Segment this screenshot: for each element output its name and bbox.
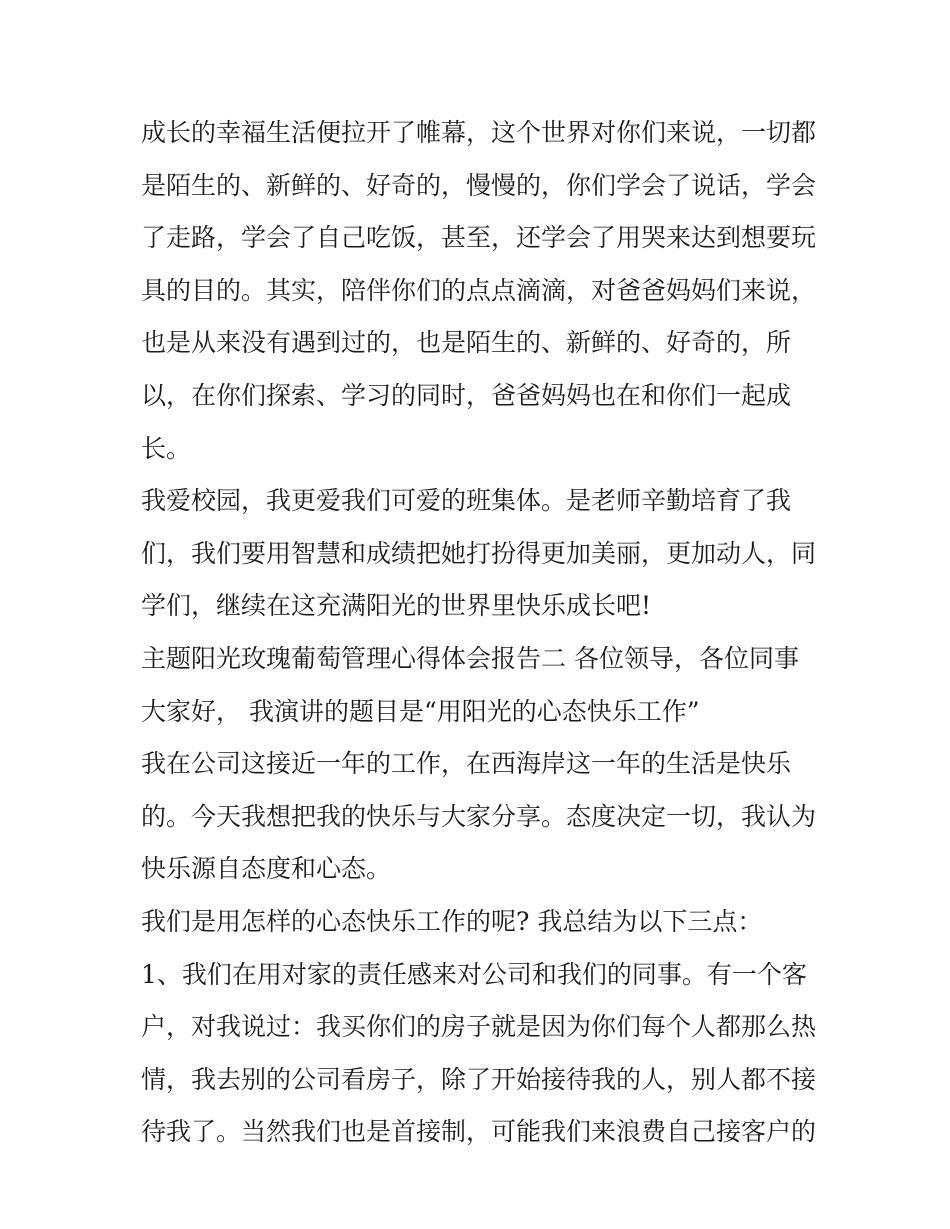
text-line: 快乐源自态度和心态。	[141, 854, 392, 884]
text-line: 具的目的。其实，陪伴你们的点点滴滴，对爸爸妈妈们来说，	[141, 275, 817, 305]
text-line: 的。今天我想把我的快乐与大家分享。态度决定一切，我认为	[141, 801, 817, 831]
text-line: 我们是用怎样的心态快乐工作的呢? 我总结为以下三点：	[141, 906, 763, 936]
text-line: 学们，继续在这充满阳光的世界里快乐成长吧!	[141, 591, 652, 621]
text-line: 待我了。当然我们也是首接制，可能我们来浪费自己接客户的	[141, 1117, 817, 1147]
text-line: 是陌生的、新鲜的、好奇的，慢慢的，你们学会了说话，学会	[141, 170, 817, 200]
text-line: 长。	[141, 433, 192, 463]
text-line: 大家好， 我演讲的题目是“用阳光的心态快乐工作”	[141, 696, 700, 726]
text-line: 户，对我说过：我买你们的房子就是因为你们每个人都那么热	[141, 1012, 817, 1042]
paragraph	[141, 633, 821, 738]
text-line: 1、我们在用对家的责任感来对公司和我们的同事。有一个客	[141, 959, 807, 989]
text-line: 也是从来没有遇到过的，也是陌生的、新鲜的、好奇的，所	[141, 328, 792, 358]
paragraph	[141, 475, 821, 633]
paragraph	[141, 738, 821, 896]
text-line: 成长的幸福生活便拉开了帷幕，这个世界对你们来说，一切都	[141, 118, 817, 147]
document-body	[141, 107, 821, 1159]
text-line: 情，我去别的公司看房子，除了开始接待我的人，别人都不接	[141, 1064, 817, 1094]
text-line: 了走路，学会了自己吃饭，甚至，还学会了用哭来达到想要玩	[141, 223, 817, 253]
text-line: 我在公司这接近一年的工作，在西海岸这一年的生活是快乐	[141, 749, 792, 779]
paragraph	[141, 896, 821, 949]
paragraph	[141, 949, 821, 1159]
text-line: 们，我们要用智慧和成绩把她打扮得更加美丽，更加动人，同	[141, 538, 817, 568]
text-line: 主题阳光玫瑰葡萄管理心得体会报告二 各位领导，各位同事	[141, 643, 799, 673]
text-line: 以，在你们探索、学习的同时，爸爸妈妈也在和你们一起成	[141, 380, 792, 410]
paragraph	[141, 107, 821, 475]
text-line: 我爱校园，我更爱我们可爱的班集体。是老师辛勤培育了我	[141, 486, 792, 516]
